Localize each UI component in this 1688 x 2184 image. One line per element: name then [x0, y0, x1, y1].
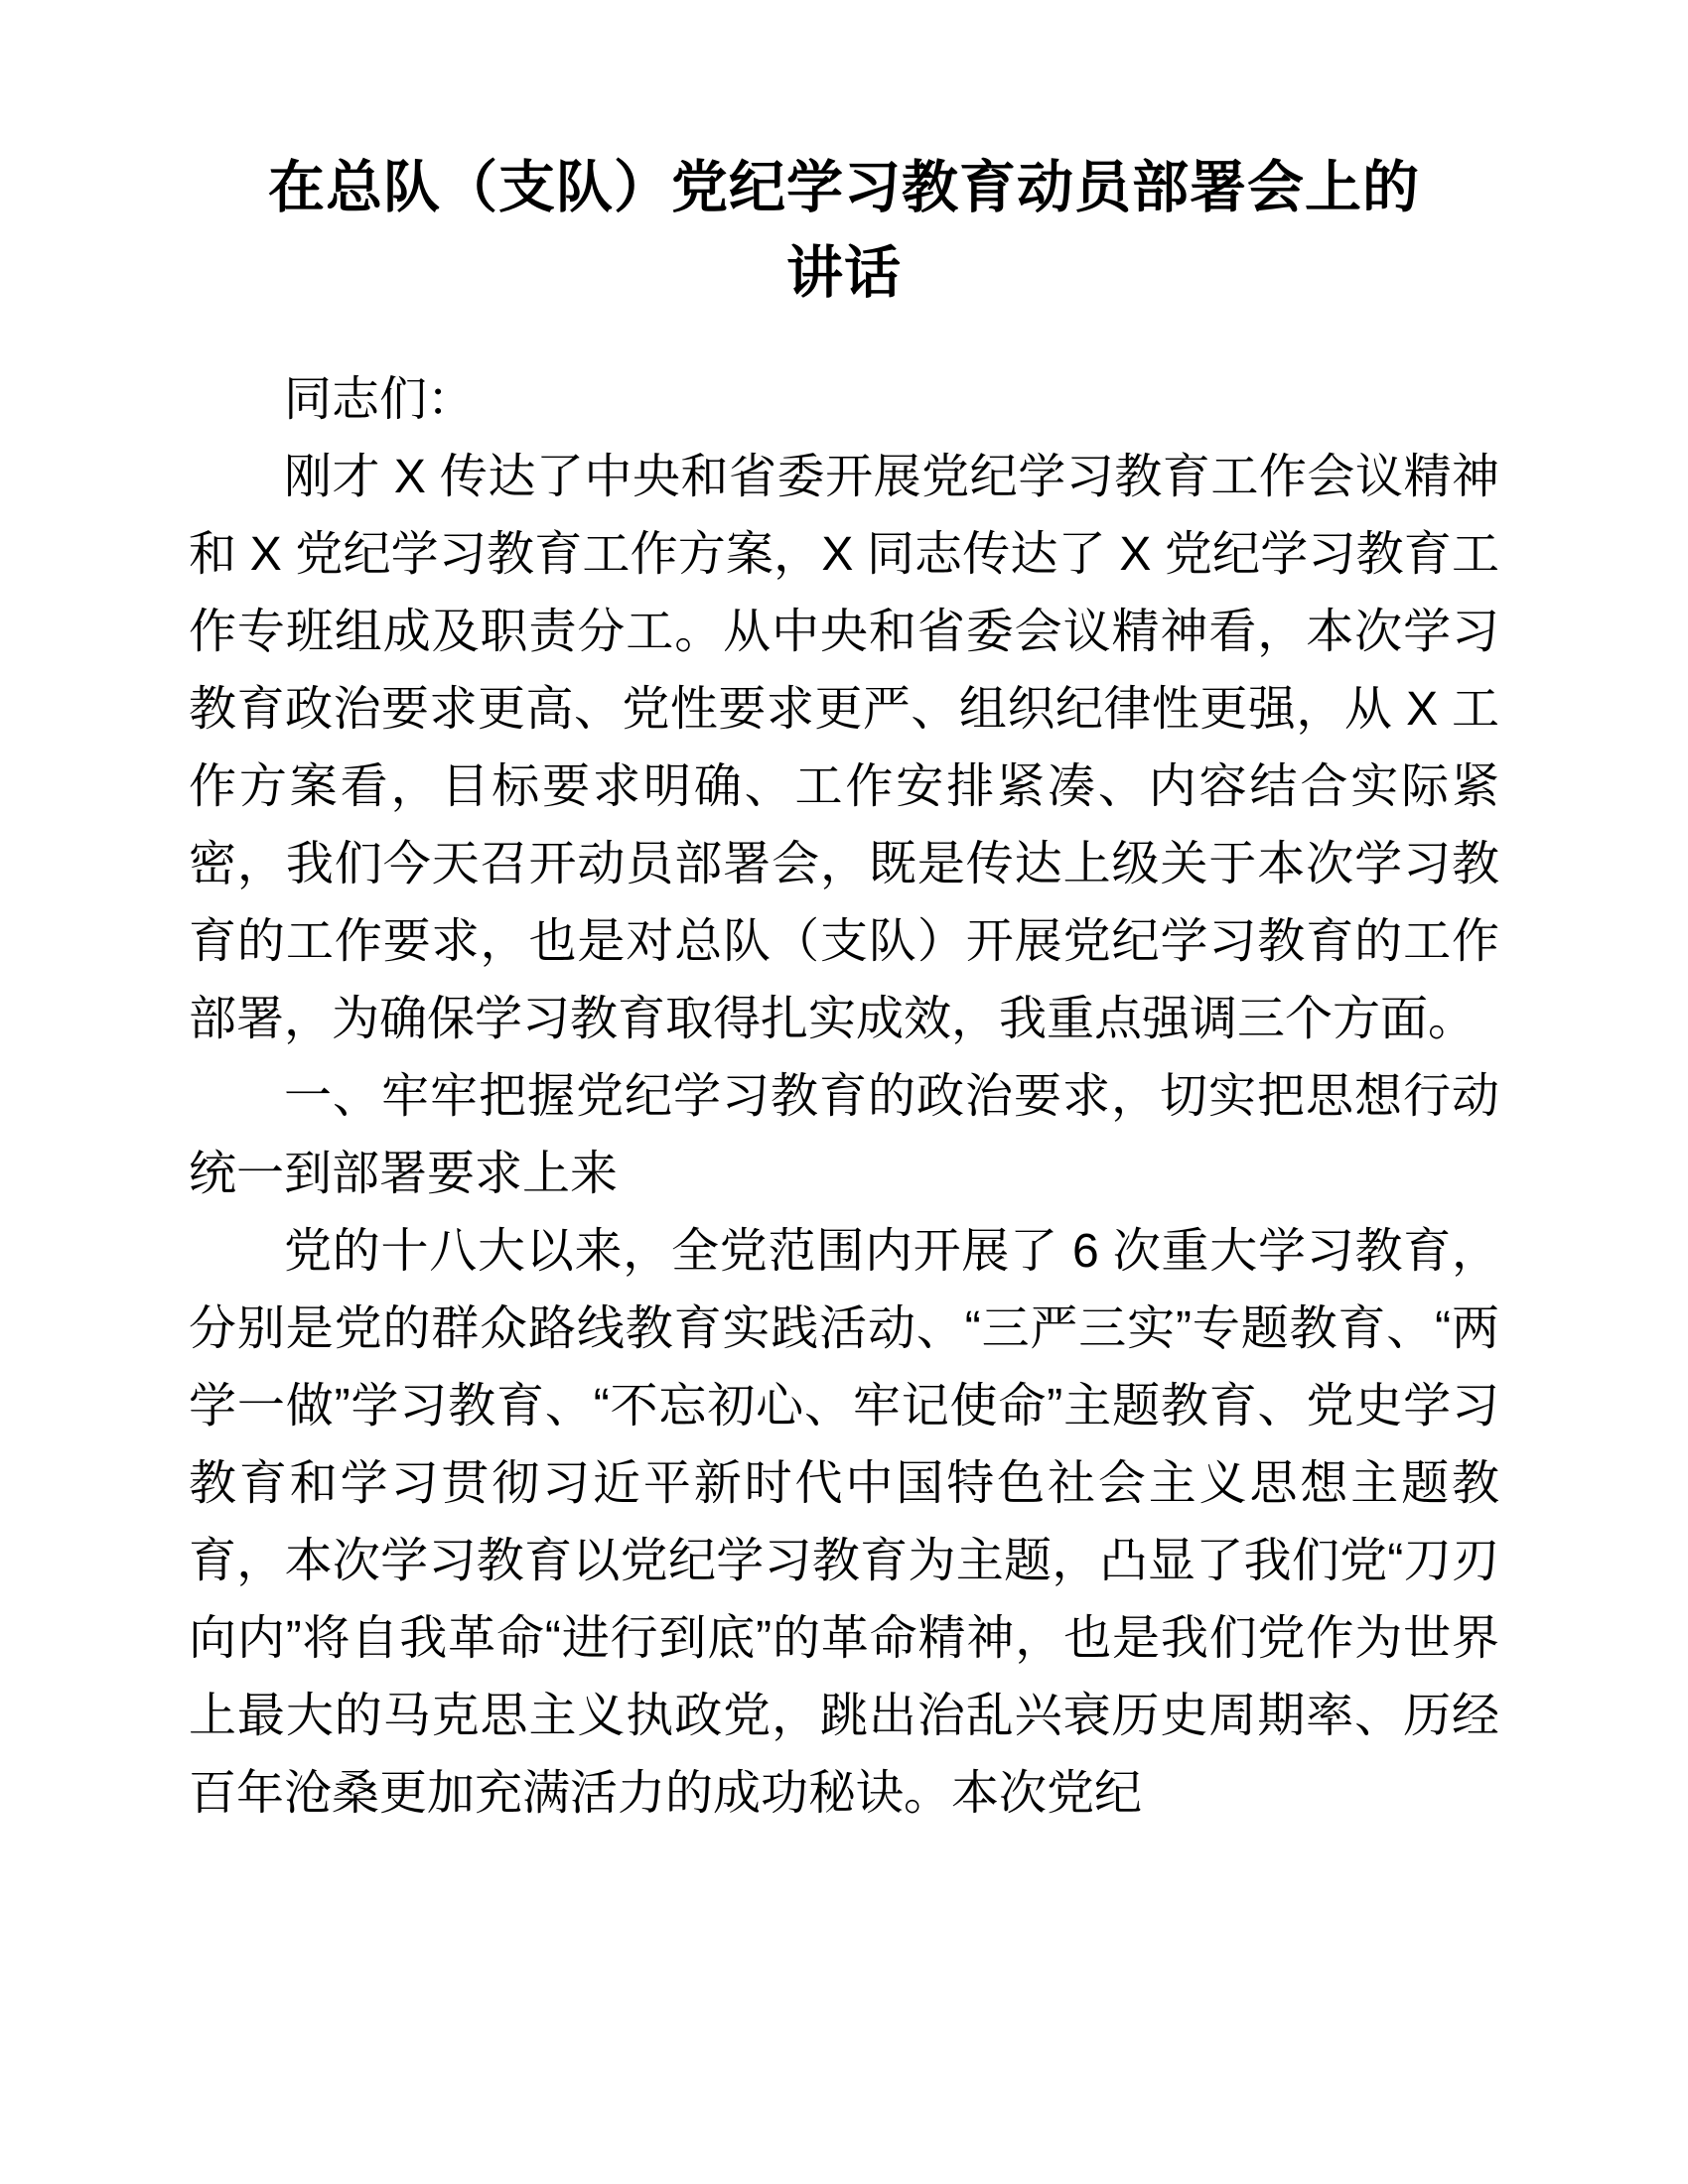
- paragraph-section-1-body: 党的十八大以来，全党范围内开展了 6 次重大学习教育，分别是党的群众路线教育实践活动、“三严三实”专题教育、“两学一做”学习教育、“不忘初心、牢记使命”主题教育、党史学习教育和学习贯彻习近平新时代中国特色社会主义思想主题教育，本次学习教育以党纪学习教育为主题，凸显了我们党“刀刃向内”将自我革命“进行到底”的革命精神，也是我们党作为世界上最大的马克思主义执政党，跳出治乱兴衰历史周期率、历经百年沧桑更加充满活力的成功秘诀。本次党纪: [189, 1225, 1499, 1820]
- section-heading-1: 一、牢牢把握党纪学习教育的政治要求，切实把思想行动统一到部署要求上来: [189, 1070, 1499, 1200]
- document-title: 在总队（支队）党纪学习教育动员部署会上的讲话: [268, 156, 1420, 305]
- paragraph-opening: 刚才 X 传达了中央和省委开展党纪学习教育工作会议精神和 X 党纪学习教育工作方案，X 同志传达了 X 党纪学习教育工作专班组成及职责分工。从中央和省委会议精神看，本次学习教育政治要求更高、党性要求更严、组织纪律性更强，从 X 工作方案看，目标要求明确、工作安排紧凑、内容结合实际紧密，我们今天召开动员部署会，既是传达上级关于本次学习教育的工作要求，也是对总队（支队）开展党纪学习教育的工作部署，为确保学习教育取得扎实成效，我重点强调三个方面。: [189, 451, 1499, 1045]
- salutation: 同志们：: [284, 373, 476, 426]
